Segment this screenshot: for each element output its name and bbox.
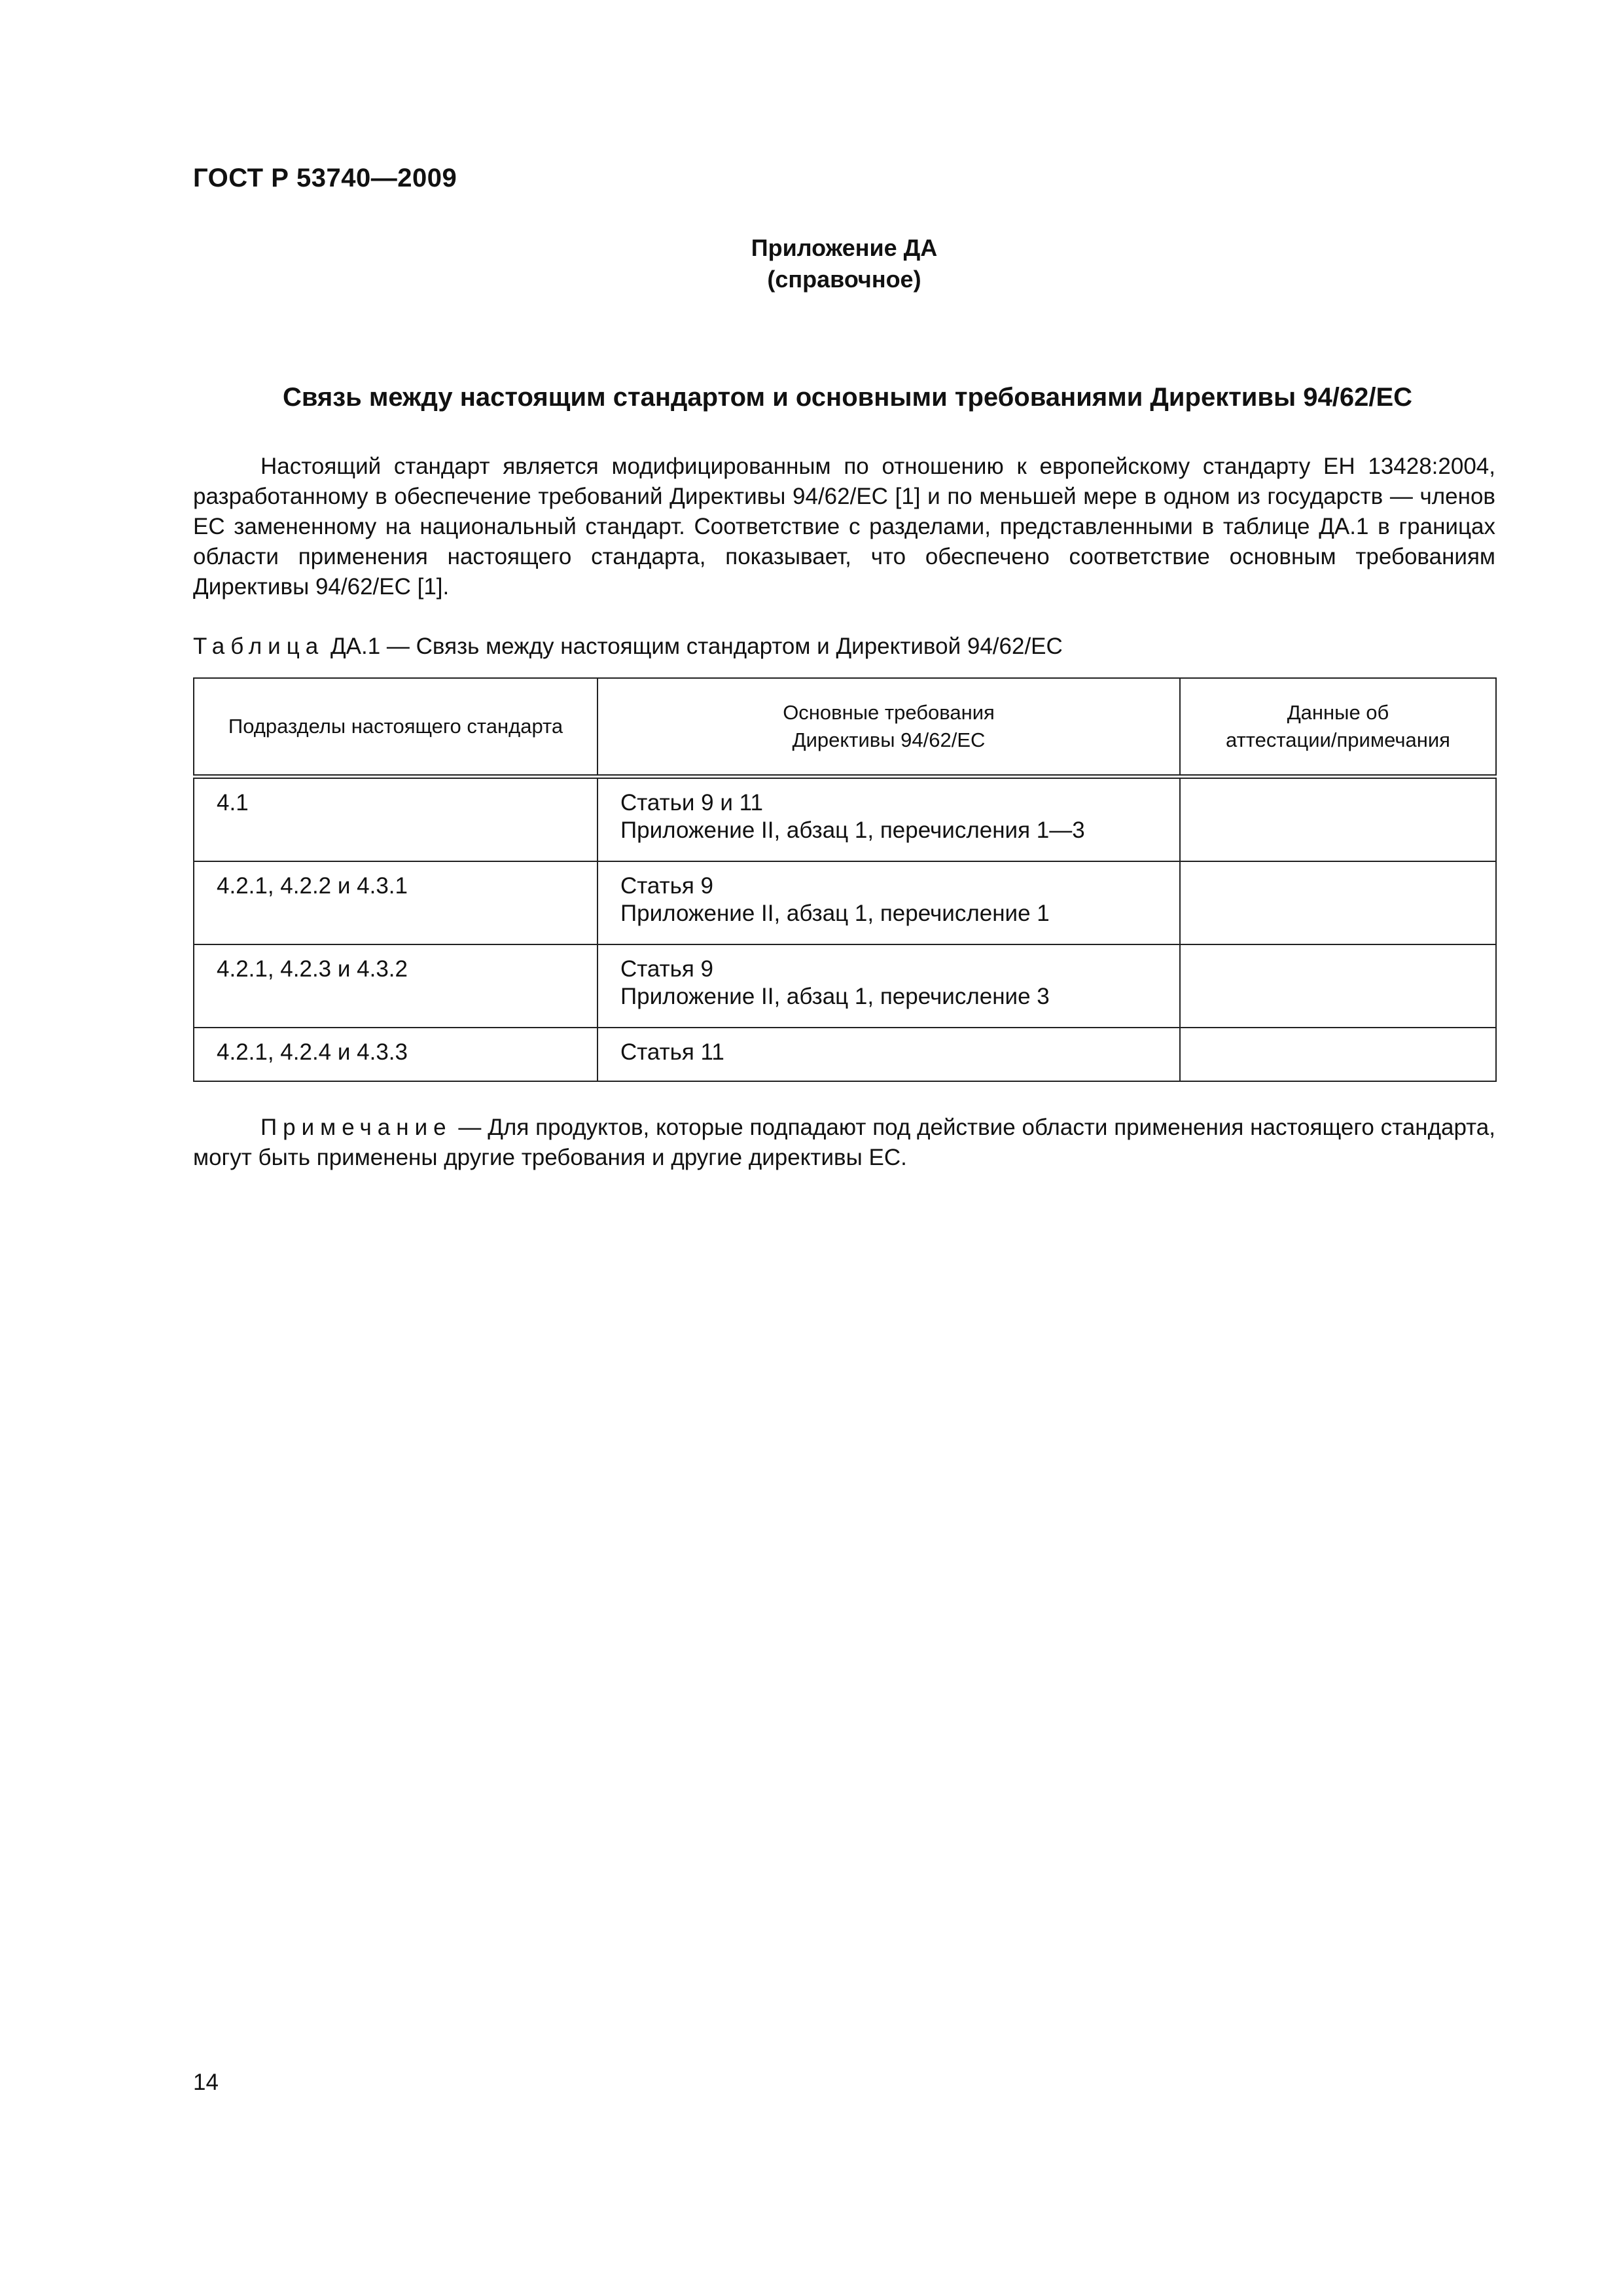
header-requirements: Основные требования Директивы 94/62/ЕС bbox=[597, 678, 1180, 777]
intro-paragraph: Настоящий стандарт является модифицированным по отношению к европейскому стандарту ЕН 13428:2004, разработанному в обеспечение требований Директивы 94/62/ЕС [1] и по меньшей мере в одном из государств — членов ЕС замененному на национальный стандарт. Соответствие с разделами, представленными в таблице ДА.1 в границах области применения настоящего стандарта, показывает, что обеспечено соответствие основным требованиям Директивы 94/62/ЕС [1]. bbox=[193, 454, 1495, 600]
note-label: Примечание bbox=[260, 1115, 452, 1140]
annex-title: Приложение ДА bbox=[751, 234, 938, 261]
table-row bbox=[194, 861, 1496, 944]
cell-requirements: Статья 9 Приложение II, абзац 1, перечисление 1 bbox=[597, 861, 1180, 944]
cell-requirements: Статьи 9 и 11 Приложение II, абзац 1, перечисления 1—3 bbox=[597, 777, 1180, 862]
cell-notes bbox=[1180, 944, 1496, 1028]
annex-heading bbox=[681, 232, 1008, 295]
table-row bbox=[194, 944, 1496, 1028]
table-caption bbox=[193, 634, 1063, 660]
cell-requirements: Статья 9 Приложение II, абзац 1, перечисление 3 bbox=[597, 944, 1180, 1028]
annex-status: (справочное) bbox=[767, 266, 921, 293]
compliance-table bbox=[193, 677, 1497, 1082]
cell-subsections: 4.2.1, 4.2.4 и 4.3.3 bbox=[194, 1028, 597, 1081]
cell-subsections: 4.1 bbox=[194, 777, 597, 862]
header-subsections: Подразделы настоящего стандарта bbox=[194, 678, 597, 777]
cell-notes bbox=[1180, 1028, 1496, 1081]
table-caption-text: ДА.1 — Связь между настоящим стандартом и Директивой 94/62/ЕС bbox=[330, 634, 1063, 659]
cell-subsections: 4.2.1, 4.2.2 и 4.3.1 bbox=[194, 861, 597, 944]
cell-subsections: 4.2.1, 4.2.3 и 4.3.2 bbox=[194, 944, 597, 1028]
table-header-row bbox=[194, 678, 1496, 777]
cell-requirements: Статья 11 bbox=[597, 1028, 1180, 1081]
section-title: Связь между настоящим стандартом и основными требованиями Директивы 94/62/ЕС bbox=[282, 383, 1413, 412]
header-attestation: Данные об аттестации/примечания bbox=[1180, 678, 1496, 777]
table-row bbox=[194, 777, 1496, 862]
table-row bbox=[194, 1028, 1496, 1081]
note-text: — Для продуктов, которые подпадают под действие области применения настоящего стандарта, могут быть применены другие требования и другие директивы ЕС. bbox=[193, 1115, 1495, 1170]
document-identifier: ГОСТ Р 53740—2009 bbox=[193, 164, 457, 192]
cell-notes bbox=[1180, 777, 1496, 862]
cell-notes bbox=[1180, 861, 1496, 944]
page-number: 14 bbox=[193, 2070, 219, 2095]
table-caption-label: Таблица bbox=[193, 634, 325, 659]
table-note bbox=[193, 1113, 1495, 1173]
